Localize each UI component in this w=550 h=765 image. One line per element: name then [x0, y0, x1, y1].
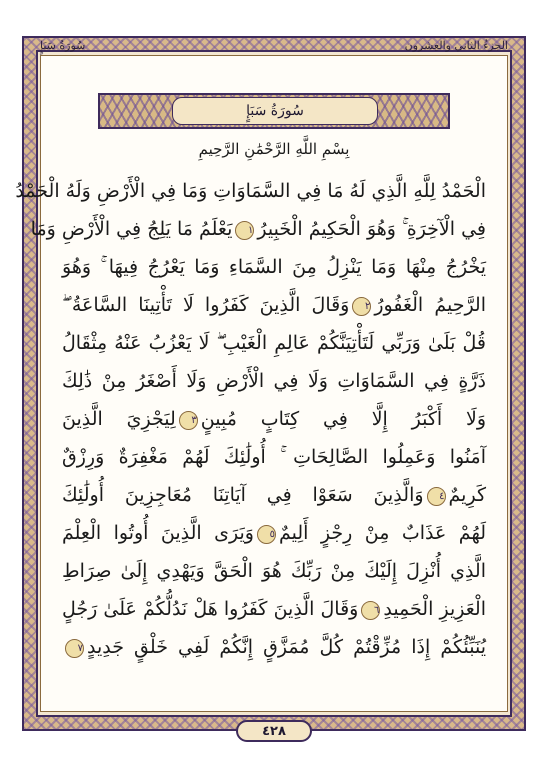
verse-line	[62, 324, 486, 362]
verse-line	[62, 514, 486, 552]
verse-segment: الْعَزِيزِ الْحَمِيدِ	[383, 598, 486, 620]
verse-line	[62, 438, 486, 476]
surah-header-label: سُورَةُ سَبَإٍ	[40, 38, 86, 52]
verse-line	[62, 400, 486, 438]
verse-line	[62, 248, 486, 286]
ayah-number-marker: ٤	[427, 487, 446, 506]
page-header	[40, 38, 508, 52]
verse-segment: يَخْرُجُ مِنْهَا وَمَا يَنْزِلُ مِنَ السَّمَاءِ وَمَا يَعْرُجُ فِيهَا ۚ وَهُوَ	[62, 256, 486, 278]
verse-segment: وَقَالَ الَّذِينَ كَفَرُوا لَا تَأْتِينَا السَّاعَةُ ۖ	[62, 294, 350, 316]
surah-title: سُورَةُ سَبَإٍ	[172, 97, 378, 125]
ayah-number-marker: ١	[235, 221, 254, 240]
verse-segment: آمَنُوا وَعَمِلُوا الصَّالِحَاتِ ۚ أُولَٰئِكَ لَهُمْ مَغْفِرَةٌ وَرِزْقٌ	[62, 446, 486, 468]
verse-line	[15, 172, 486, 210]
verse-line	[62, 628, 486, 666]
verse-segment: فِي الْآخِرَةِ ۚ وَهُوَ الْحَكِيمُ الْخَبِيرُ	[257, 218, 486, 240]
verse-segment: وَيَرَى الَّذِينَ أُوتُوا الْعِلْمَ	[62, 522, 254, 544]
verse-line	[62, 590, 486, 628]
verse-segment: لَهُمْ عَذَابٌ مِنْ رِجْزٍ أَلِيمٌ	[279, 522, 486, 544]
ayah-number-marker: ٧	[65, 639, 84, 658]
verse-segment: الَّذِي أُنْزِلَ إِلَيْكَ مِنْ رَبِّكَ هُوَ الْحَقَّ وَيَهْدِي إِلَىٰ صِرَاطِ	[62, 560, 486, 582]
verse-segment: الرَّحِيمُ الْغَفُورُ	[374, 294, 486, 316]
verse-segment: وَالَّذِينَ سَعَوْا فِي آيَاتِنَا مُعَاجِزِينَ أُولَٰئِكَ	[62, 484, 424, 506]
verse-line	[62, 362, 486, 400]
juz-label: الجزءُ الثاني والعِشرون	[404, 38, 508, 52]
verse-segment: قُلْ بَلَىٰ وَرَبِّي لَتَأْتِيَنَّكُمْ عَالِمِ الْغَيْبِ ۖ لَا يَعْزُبُ عَنْهُ مِثْقَالُ	[62, 332, 486, 354]
verse-segment: وَلَا أَكْبَرُ إِلَّا فِي كِتَابٍ مُبِينٍ	[200, 408, 486, 430]
ayah-number-marker: ٥	[257, 525, 276, 544]
verse-segment: وَقَالَ الَّذِينَ كَفَرُوا هَلْ نَدُلُّكُمْ عَلَىٰ رَجُلٍ	[62, 598, 359, 620]
verse-segment: لِيَجْزِيَ الَّذِينَ	[62, 408, 176, 430]
verse-segment: كَرِيمٌ	[448, 484, 486, 506]
ayah-number-marker: ٣	[179, 411, 198, 430]
verse-line	[62, 552, 486, 590]
verse-segment: يَعْلَمُ مَا يَلِجُ فِي الْأَرْضِ وَمَا	[30, 218, 233, 240]
verse-line	[62, 476, 486, 514]
verse-segment: يُنَبِّئُكُمْ إِذَا مُزِّقْتُمْ كُلَّ مُمَزَّقٍ إِنَّكُمْ لَفِي خَلْقٍ جَدِيدٍ	[87, 636, 486, 658]
ayah-number-marker: ٦	[361, 601, 380, 620]
verse-line	[30, 210, 486, 248]
verse-segment: الْحَمْدُ لِلَّهِ الَّذِي لَهُ مَا فِي السَّمَاوَاتِ وَمَا فِي الْأَرْضِ وَلَهُ الْحَمْدُ	[15, 180, 486, 202]
verse-text	[15, 172, 486, 666]
verse-segment: ذَرَّةٍ فِي السَّمَاوَاتِ وَلَا فِي الْأَرْضِ وَلَا أَصْغَرُ مِنْ ذَٰلِكَ	[62, 370, 486, 392]
page-number: ٤٢٨	[236, 720, 312, 742]
verse-line	[62, 286, 486, 324]
basmala: بِسْمِ اللَّهِ الرَّحْمَٰنِ الرَّحِيمِ	[198, 140, 350, 158]
ayah-number-marker: ٢	[352, 297, 371, 316]
